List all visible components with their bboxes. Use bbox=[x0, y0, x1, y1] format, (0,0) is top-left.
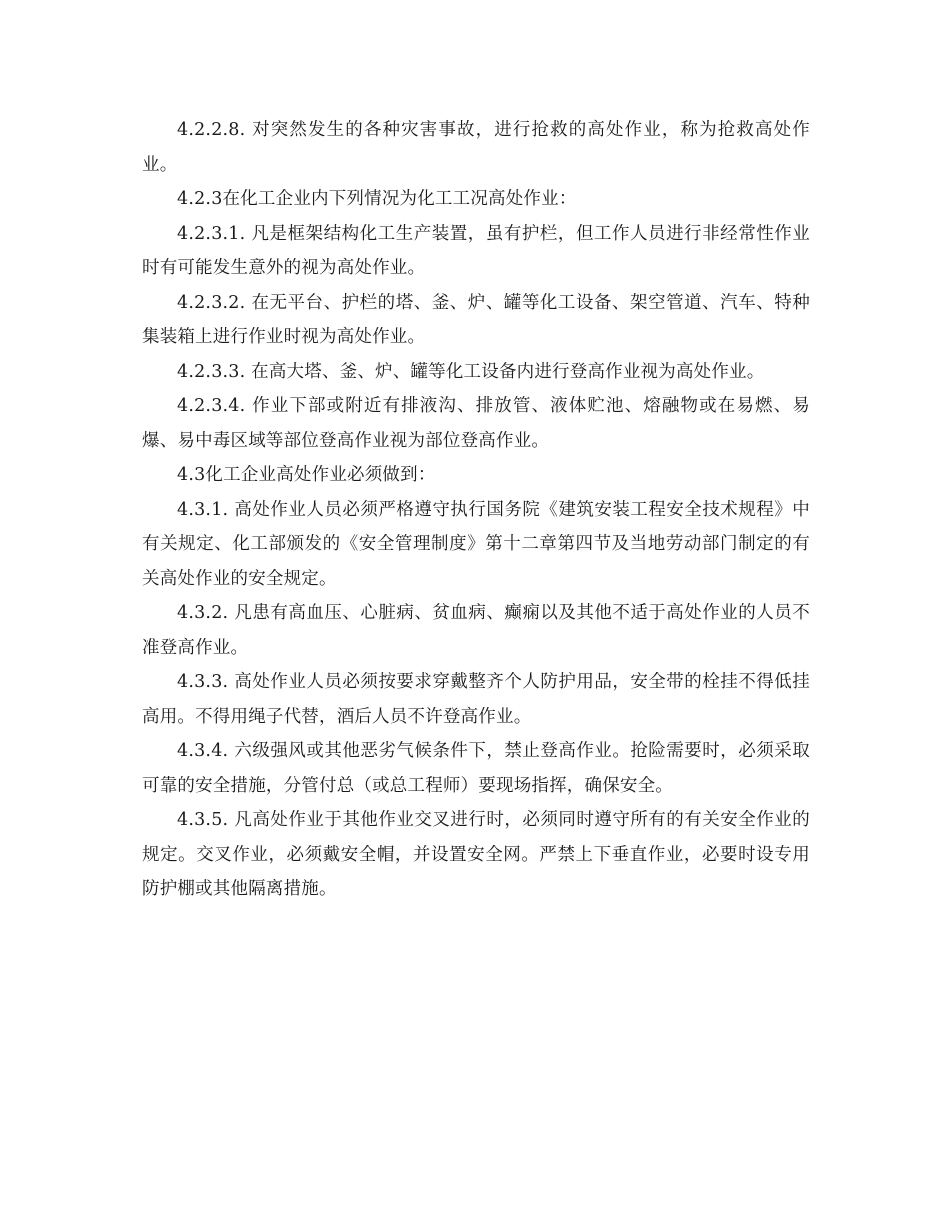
paragraph-4-3-2: 4.3.2. 凡患有高血压、心脏病、贫血病、癫痫以及其他不适于高处作业的人员不准登高作业。 bbox=[142, 603, 810, 658]
paragraph-4-2-3-4: 4.2.3.4. 作业下部或附近有排液沟、排放管、液体贮池、熔融物或在易燃、易爆、易中毒区域等部位登高作业视为部位登高作业。 bbox=[142, 396, 810, 451]
paragraph-4-2-3-3: 4.2.3.3. 在高大塔、釜、炉、罐等化工设备内进行登高作业视为高处作业。 bbox=[177, 361, 765, 382]
paragraph-4-3: 4.3化工企业高处作业必须做到： bbox=[177, 465, 436, 485]
paragraph-4-3-1: 4.3.1. 高处作业人员必须严格遵守执行国务院《建筑安装工程安全技术规程》中有关规定、化工部颁发的《安全管理制度》第十二章第四节及当地劳动部门制定的有关高处作业的安全规定。 bbox=[142, 499, 810, 589]
paragraph-4-2-3-2: 4.2.3.2. 在无平台、护栏的塔、釜、炉、罐等化工设备、架空管道、汽车、特种集装箱上进行作业时视为高处作业。 bbox=[142, 292, 810, 347]
paragraph-4-2-3-1: 4.2.3.1. 凡是框架结构化工生产装置，虽有护栏，但工作人员进行非经常性作业时有可能发生意外的视为高处作业。 bbox=[142, 223, 810, 278]
paragraph-4-2-3: 4.2.3在化工企业内下列情况为化工工况高处作业： bbox=[177, 189, 577, 209]
paragraph-4-2-2-8: 4.2.2.8. 对突然发生的各种灾害事故，进行抢救的高处作业，称为抢救高处作业。 bbox=[142, 120, 810, 175]
paragraph-4-3-5: 4.3.5. 凡高处作业于其他作业交叉进行时，必须同时遵守所有的有关安全作业的规定。交叉作业，必须戴安全帽，并设置安全网。严禁上下垂直作业，必要时设专用防护棚或其他隔离措施。 bbox=[142, 810, 810, 899]
paragraph-4-3-4: 4.3.4. 六级强风或其他恶劣气候条件下，禁止登高作业。抢险需要时，必须采取可靠的安全措施，分管付总（或总工程师）要现场指挥，确保安全。 bbox=[142, 741, 810, 796]
paragraph-4-3-3: 4.3.3. 高处作业人员必须按要求穿戴整齐个人防护用品，安全带的栓挂不得低挂高用。不得用绳子代替，酒后人员不许登高作业。 bbox=[142, 672, 810, 727]
document-body bbox=[142, 113, 810, 907]
